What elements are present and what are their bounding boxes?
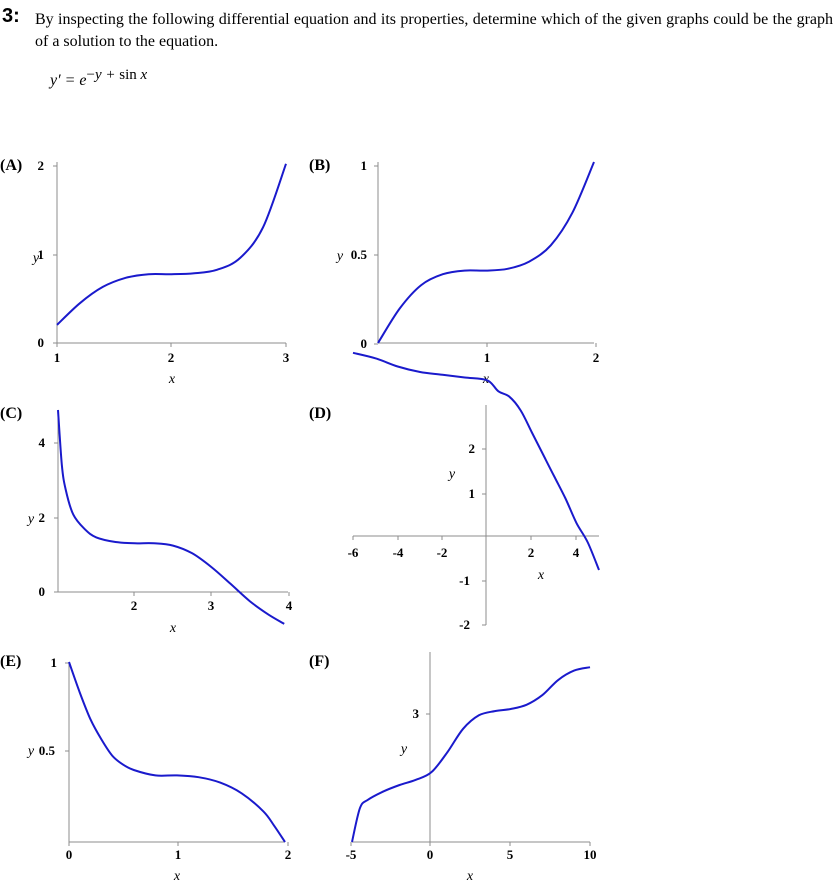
graph-b-x-label: x — [482, 372, 490, 387]
graph-b-y-tick-label: 0 — [360, 336, 367, 351]
graph-e-y-label: y — [27, 744, 35, 759]
graph-f-solution-curve — [352, 667, 590, 842]
graph-d-y-tick-label: -1 — [459, 573, 470, 588]
graph-c-x-tick-label: 3 — [207, 598, 215, 613]
graph-a-label: (A) — [0, 157, 23, 174]
graph-d-x-label: x — [537, 568, 545, 583]
equation-exponent: −y + sin x — [86, 67, 148, 83]
graph-a-y-tick-label: 0 — [37, 335, 44, 350]
graph-a-y-tick-label: 1 — [37, 247, 44, 262]
graph-b-x-tick-label: 2 — [592, 350, 600, 365]
equation-lhs: y′ = e — [50, 72, 87, 89]
graph-f-x-tick-label: -5 — [345, 847, 357, 862]
graph-d-x-tick-label: -6 — [347, 545, 359, 560]
graph-b-y-label: y — [336, 249, 344, 264]
graph-d-x-tick-label: -4 — [392, 545, 404, 560]
graph-e-x-tick-label: 0 — [65, 847, 73, 862]
graph-f-x-tick-label: 10 — [583, 847, 597, 862]
graph-c-x-tick-label: 4 — [285, 598, 293, 613]
graph-c-label: (C) — [0, 405, 23, 422]
question-number: 3: — [2, 5, 20, 27]
graph-f-x-label: x — [466, 869, 474, 884]
graph-c-y-tick-label: 2 — [38, 510, 45, 525]
graph-d-y-tick-label: -2 — [459, 617, 470, 632]
graph-d-x-tick-label: 2 — [527, 545, 535, 560]
graph-b-y-tick-label: 0.5 — [350, 247, 367, 262]
graph-f-x-tick-label: 0 — [426, 847, 434, 862]
graph-a-solution-curve — [57, 164, 286, 325]
graph-e-x-tick-label: 1 — [174, 847, 182, 862]
graph-b-label: (B) — [309, 157, 331, 174]
graph-e-label: (E) — [0, 653, 22, 670]
graph-c-x-tick-label: 2 — [130, 598, 138, 613]
graph-d-y-tick-label: 2 — [468, 441, 475, 456]
graph-d-y-label: y — [448, 467, 456, 482]
graph-e-y-tick-label: 0.5 — [38, 743, 55, 758]
graph-a-x-label: x — [168, 372, 176, 387]
graph-b-solution-curve — [378, 162, 594, 343]
question-text: By inspecting the following differential equation and its properties, determine which of the given graphs could be the graph of a solution to the equation. — [35, 11, 833, 50]
graph-e-solution-curve — [69, 662, 285, 842]
graph-d-label: (D) — [309, 405, 332, 422]
graph-f-y-tick-label: 3 — [412, 706, 419, 721]
graph-a-y-tick-label: 2 — [37, 158, 44, 173]
graph-c-y-label: y — [27, 512, 35, 527]
graph-a-x-tick-label: 3 — [282, 350, 290, 365]
graph-c-y-tick-label: 4 — [38, 435, 45, 450]
graph-d-solution-curve — [353, 353, 599, 570]
graph-f-label: (F) — [309, 653, 330, 670]
graph-c-x-label: x — [169, 621, 177, 636]
graph-d-y-tick-label: 1 — [468, 486, 475, 501]
graph-b-y-tick-label: 1 — [360, 158, 367, 173]
graph-a-x-tick-label: 1 — [53, 350, 61, 365]
graph-a-y-label: y — [32, 251, 40, 266]
graph-c-y-tick-label: 0 — [38, 584, 45, 599]
graph-a-x-tick-label: 2 — [167, 350, 175, 365]
graph-f-y-label: y — [400, 742, 408, 757]
graph-e-x-tick-label: 2 — [284, 847, 292, 862]
graph-b-x-tick-label: 1 — [483, 350, 491, 365]
graph-e-x-label: x — [173, 869, 181, 884]
graph-d-x-tick-label: 4 — [572, 545, 580, 560]
graph-d-x-tick-label: -2 — [436, 545, 448, 560]
graph-e-y-tick-label: 1 — [50, 655, 57, 670]
graph-f-x-tick-label: 5 — [506, 847, 514, 862]
